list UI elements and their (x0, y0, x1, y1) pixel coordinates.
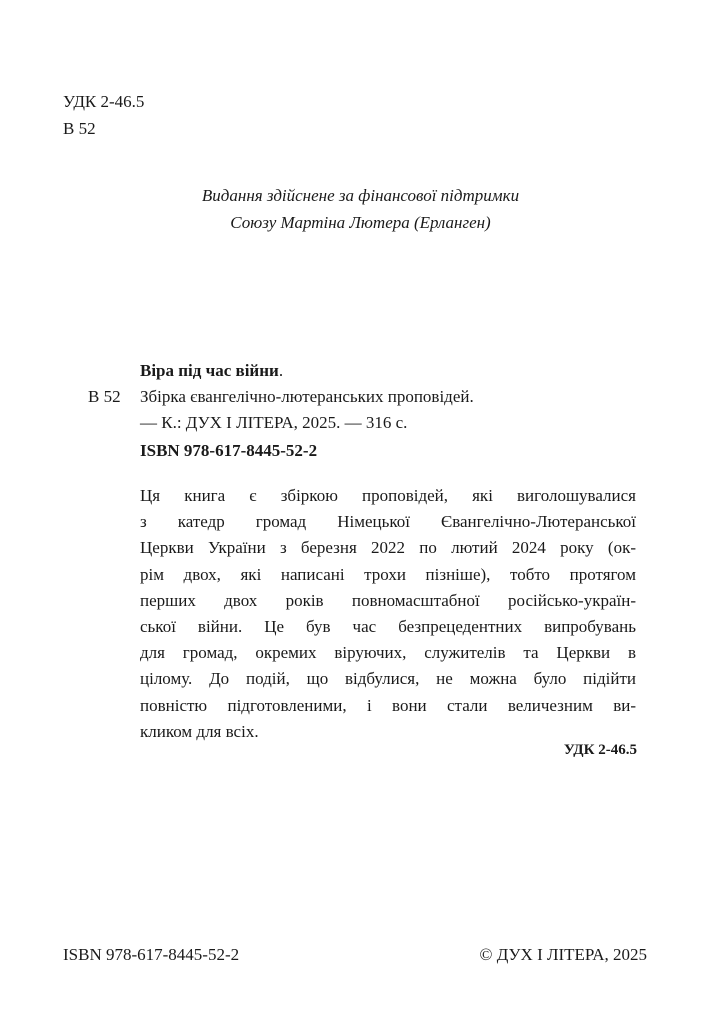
footer-copyright: © ДУХ І ЛІТЕРА, 2025 (479, 945, 647, 964)
card-author-code: В 52 (88, 387, 121, 406)
card-isbn: ISBN 978-617-8445-52-2 (140, 441, 318, 460)
abstract-line: Ця книга є збіркою проповідей, які виголошувалися (140, 486, 636, 505)
abstract-line: рім двох, які написані трохи пізніше), тобто протягом (140, 564, 636, 584)
book-title (140, 358, 283, 384)
sponsor-line-1: Видання здійснене за фінансової підтримки (201, 186, 520, 205)
abstract-line: повністю підготовленими, і вони стали величезним ви- (140, 695, 636, 715)
sponsor-line-2: Союзу Мартіна Лютера (Ерланген) (230, 213, 491, 232)
abstract-line: для громад, окремих віруючих, служителів та Церкви в (140, 643, 636, 663)
udk-code: УДК 2-46.5 (63, 92, 145, 111)
abstract-line: ської війни. Це був час безпрецедентних випробувань (140, 617, 636, 637)
abstract-paragraph (140, 483, 636, 745)
classification-block (63, 88, 144, 142)
abstract-line: цілому. До подій, що відбулися, не можна було підійти (140, 669, 636, 689)
card-description-line-2: — К.: ДУХ І ЛІТЕРА, 2025. — 316 с. (140, 413, 408, 432)
card-description-line-1: Збірка євангелічно-лютеранських проповідей. (140, 387, 474, 406)
author-code: В 52 (63, 119, 96, 138)
abstract-line: з катедр громад Німецької Євангелічно-Лютеранської (140, 512, 636, 532)
abstract-line: кликом для всіх. (140, 721, 259, 741)
book-title-text: Віра під час війни (140, 361, 279, 380)
abstract-line: Церкви України з березня 2022 по лютий 2024 року (ок- (140, 538, 636, 558)
abstract-line: перших двох років повномасштабної російсько-україн- (140, 590, 636, 610)
sponsor-note (0, 182, 721, 236)
book-title-dot: . (278, 361, 284, 380)
udk-code-right: УДК 2-46.5 (563, 742, 637, 758)
card-description (140, 384, 474, 436)
footer-isbn: ISBN 978-617-8445-52-2 (63, 945, 240, 964)
